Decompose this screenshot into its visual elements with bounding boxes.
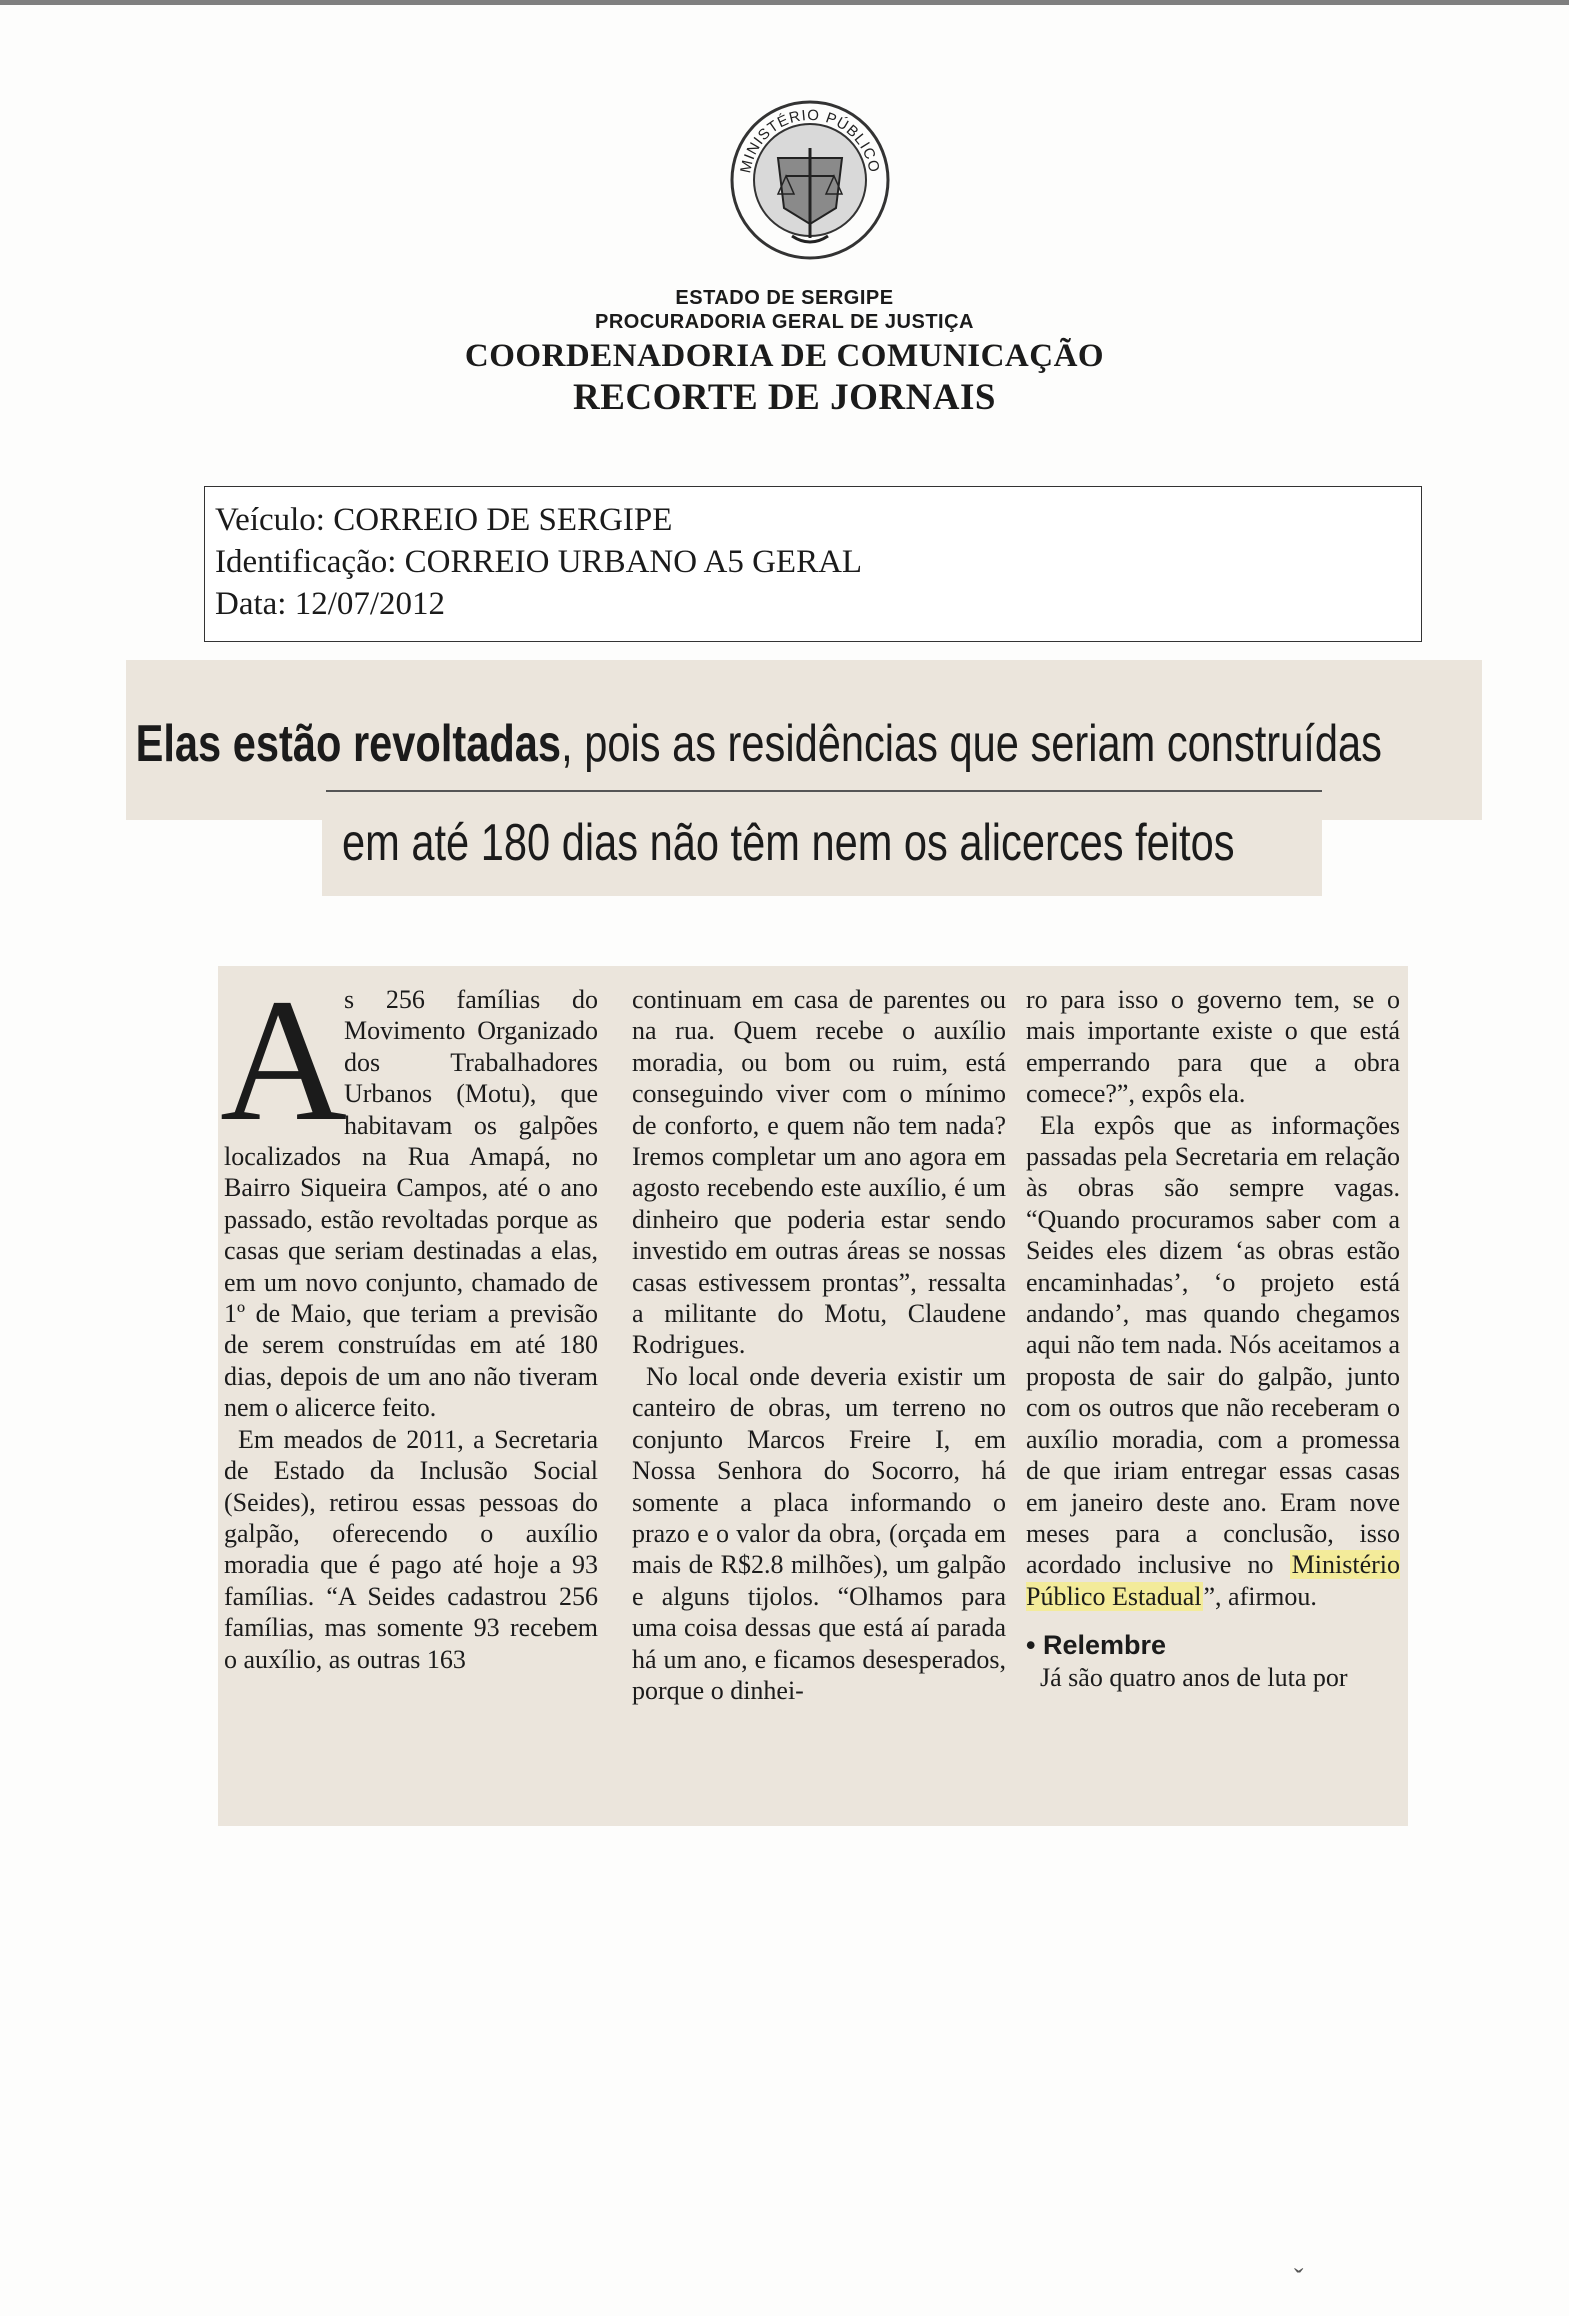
- paragraph: ro para isso o governo tem, se o mais importante existe o que está emperrando para que a obra comece?”, expôs ela.: [1026, 985, 1400, 1109]
- paragraph: Em meados de 2011, a Secretaria de Estado da Inclusão Social (Seides), retirou essas pessoas do galpão, oferecendo o auxílio moradia que é pago até hoje a 93 famílias. “A Seides cadastrou 256 famílias, mas somente 93 recebem o auxílio, as outras 163: [224, 1424, 598, 1674]
- veiculo-line: Veículo: CORREIO DE SERGIPE: [215, 502, 673, 538]
- paragraph: continuam em casa de parentes ou na rua. Quem recebe o auxílio moradia, ou bom ou ruim, está conseguindo viver com o mínimo de conforto, e quem não tem nada? Iremos completar um ano agora em agosto recebendo este auxílio, é um dinheiro que poderia estar sendo investido em outras áreas se nossas casas estivessem prontas”, ressalta a militante do Motu, Claudene Rodrigues.: [632, 985, 1006, 1360]
- article-column-2: [632, 984, 1006, 1706]
- paragraph: s 256 famílias do Movimento Organizado dos Trabalhadores Urbanos (Motu), que habitavam os galpões localizados na Rua Amapá, no Bairro Siqueira Campos, até o ano passado, estão revoltadas porque as casas que seriam destinadas a elas, em um novo conjunto, chamado de 1º de Maio, que teriam a previsão de serem construídas em até 180 dias, depois de um ano não tiveram nem o alicerce feito.: [224, 985, 598, 1423]
- svg-text:MINISTÉRIO PÚBLICO: MINISTÉRIO PÚBLICO: [737, 106, 883, 175]
- drop-cap: A: [220, 963, 348, 1158]
- scan-mark: ˇ: [1294, 2264, 1304, 2295]
- headline-bold-part: Elas estão revoltadas: [135, 715, 562, 773]
- article-column-1: [220, 963, 598, 1675]
- headline-line-2: em até 180 dias não têm nem os alicerces feitos: [342, 814, 1235, 872]
- ministerio-publico-seal: [728, 98, 892, 262]
- scan-top-edge: [0, 0, 1569, 5]
- state-name: ESTADO DE SERGIPE: [675, 287, 894, 309]
- article-column-3: [1026, 984, 1400, 1693]
- paragraph: No local onde deveria existir um canteiro de obras, um terreno no conjunto Marcos Freire I, em Nossa Senhora do Socorro, há somente a placa informando o prazo e o valor da obra, (orçada em mais de R$2.8 milhões), um galpão e alguns tijolos. “Olhamos para uma coisa dessas que está aí parada há um ano, e ficamos desesperados, porque o dinhei-: [632, 1361, 1006, 1705]
- paragraph-end: ”, afirmou.: [1203, 1581, 1317, 1611]
- highlighted-text: Ministério Público Estadual: [1026, 1550, 1400, 1611]
- paragraph-text: Ela expôs que as informações passadas pela Secretaria em relação às obras são sempre vagas. “Quando procuramos saber com a Seides eles dizem ‘as obras estão encaminhadas’, ‘o projeto está andando’, mas quando chegamos aqui não tem nada. Nós aceitamos a proposta de sair do galpão, junto com os outros que não receberam o auxílio moradia, com a promessa de que iriam entregar essas casas em janeiro deste ano. Eram nove meses para a conclusão, isso acordado inclusive no: [1026, 1110, 1400, 1580]
- procuradoria-name: PROCURADORIA GERAL DE JUSTIÇA: [595, 311, 974, 333]
- document-title: RECORTE DE JORNAIS: [573, 377, 996, 418]
- headline-line1-rest: , pois as residências que seriam construídas: [561, 715, 1382, 773]
- article-clipping: [218, 963, 1408, 1826]
- coordenadoria-name: COORDENADORIA DE COMUNICAÇÃO: [464, 338, 1105, 374]
- data-line: Data: 12/07/2012: [215, 586, 446, 622]
- subhead-relembre: • Relembre: [1026, 1630, 1167, 1661]
- paragraph: Já são quatro anos de luta por: [1040, 1662, 1348, 1692]
- headline-line-1: [126, 686, 1478, 802]
- identificacao-line: Identificação: CORREIO URBANO A5 GERAL: [215, 544, 863, 580]
- paragraph: [1026, 1110, 1400, 1613]
- clipping-info-box: [204, 486, 1422, 642]
- institution-header: [0, 286, 1569, 420]
